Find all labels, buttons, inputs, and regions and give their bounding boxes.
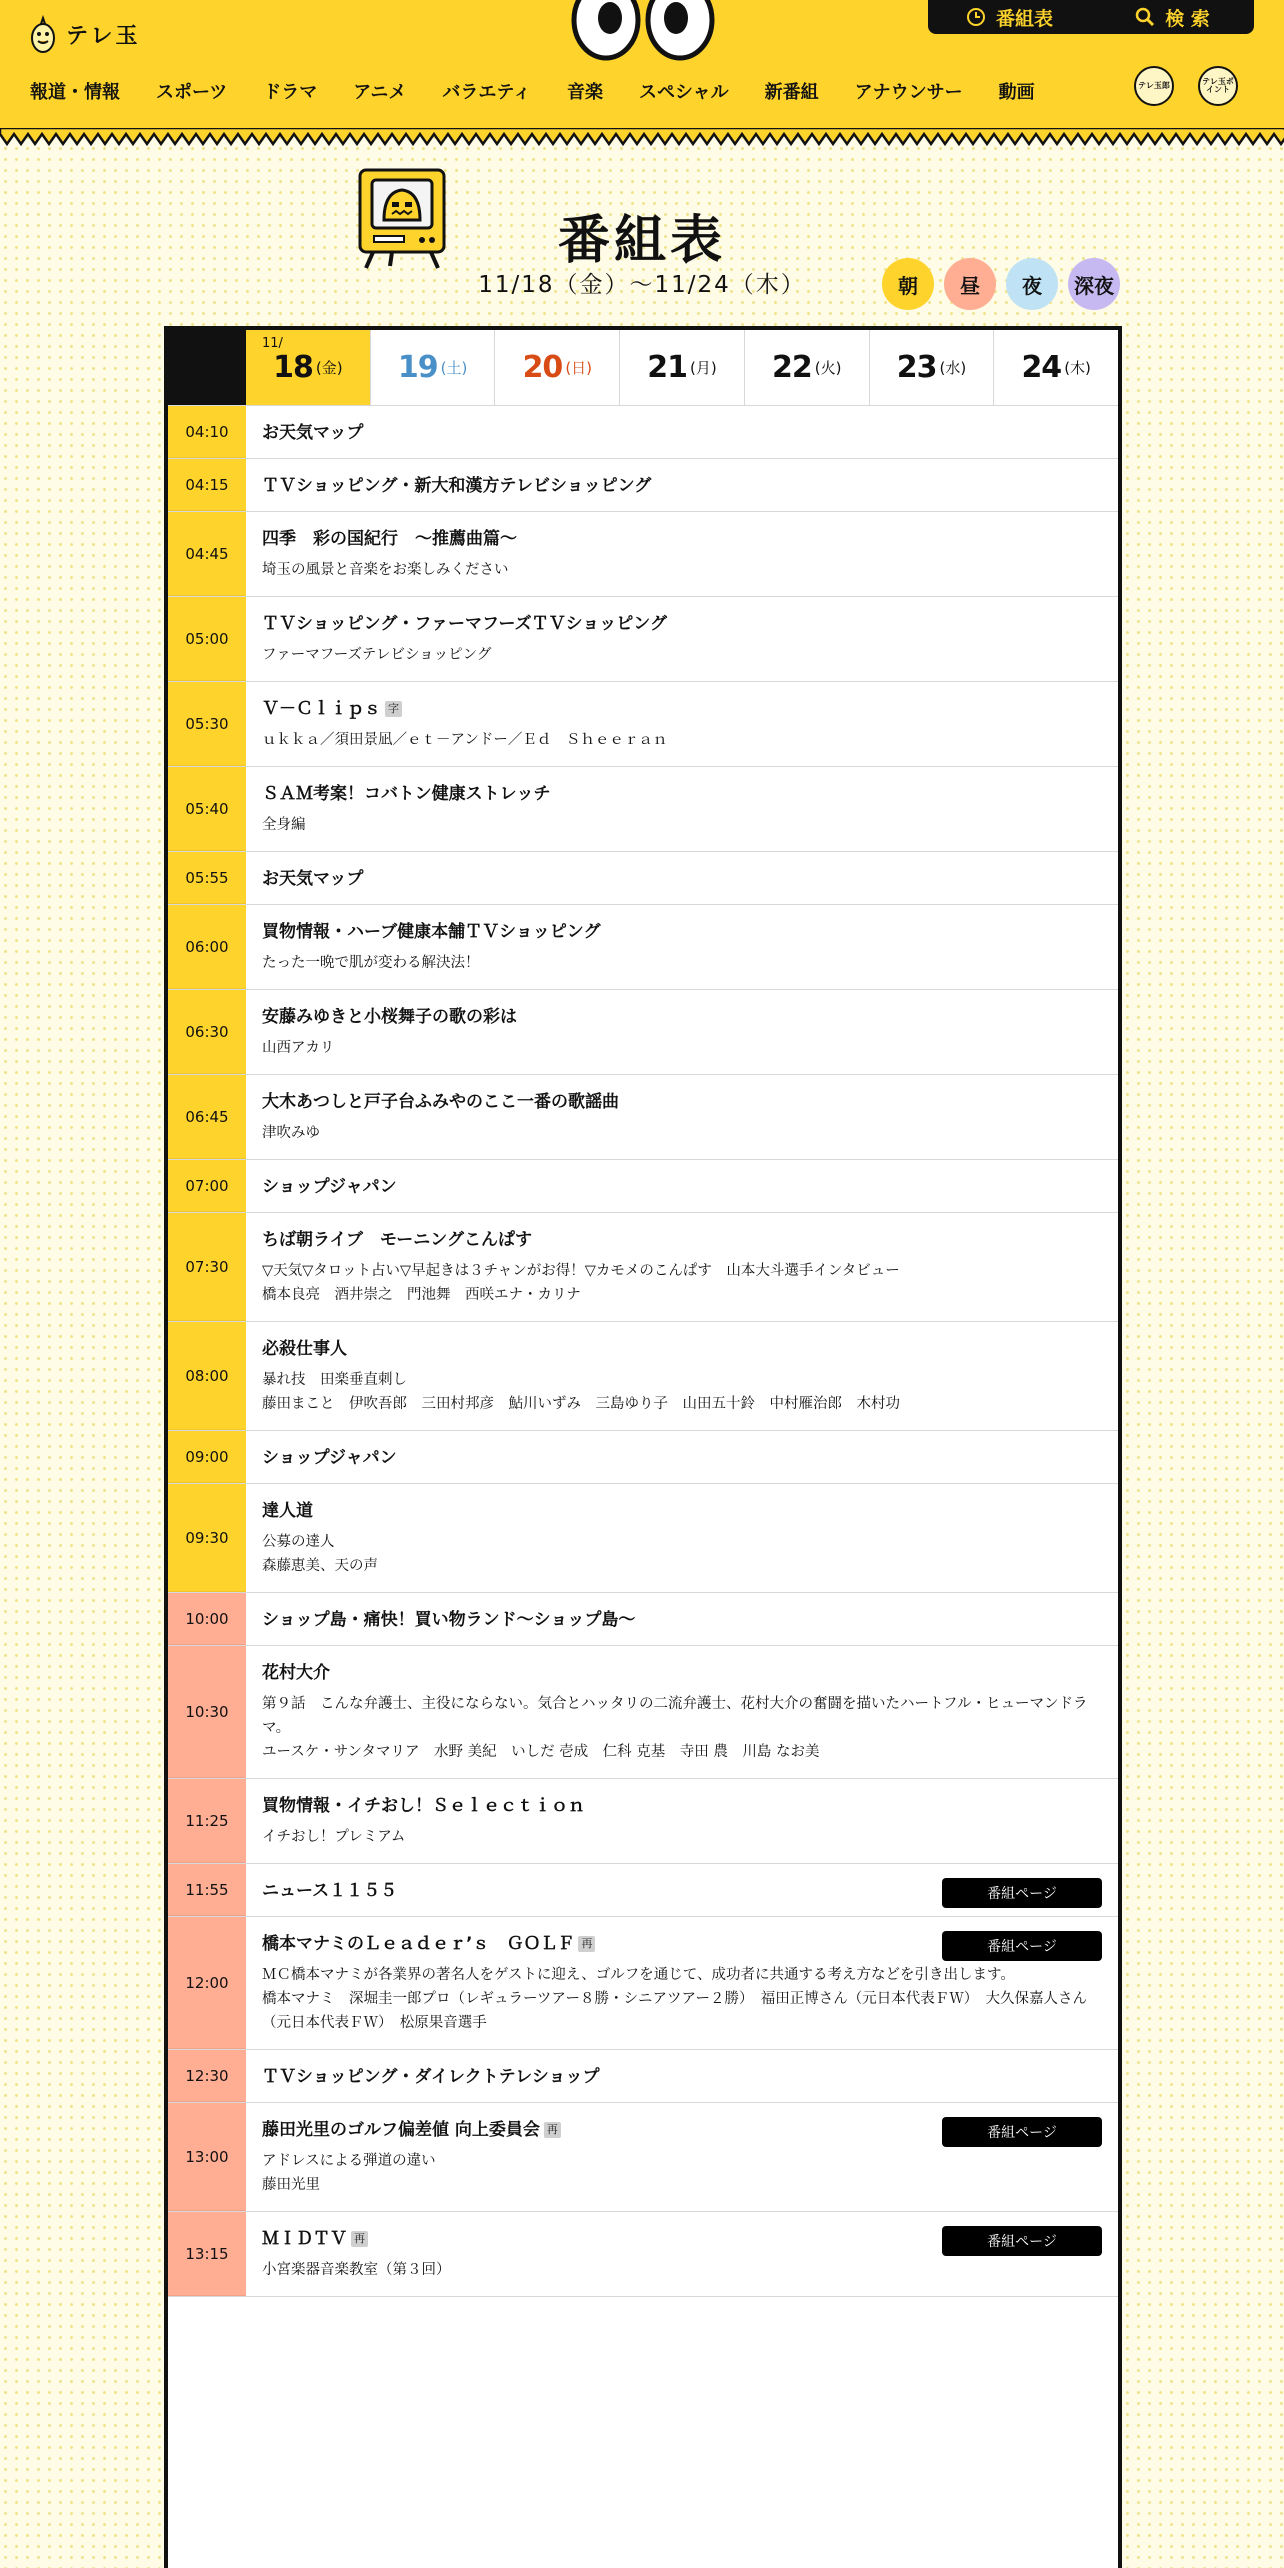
program-list	[168, 406, 1118, 2297]
clock-icon	[966, 7, 986, 27]
day-of-week: (土)	[440, 359, 468, 377]
program-row[interactable]	[168, 1484, 1118, 1593]
program-row[interactable]	[168, 1779, 1118, 1864]
day-number: 22	[772, 350, 812, 385]
logo-text: テレ玉	[66, 23, 141, 49]
program-page-button[interactable]: 番組ページ	[942, 1931, 1102, 1961]
day-tab[interactable]	[246, 330, 370, 405]
program-row[interactable]	[168, 1075, 1118, 1160]
day-tab[interactable]	[619, 330, 744, 405]
day-number: 20	[522, 350, 563, 385]
program-time: 10:30	[168, 1646, 246, 1778]
program-cast: 藤田光里	[262, 2177, 320, 2193]
program-title-line	[262, 783, 1102, 805]
program-row[interactable]	[168, 682, 1118, 767]
schedule-link-label: 番組表	[995, 7, 1053, 30]
time-of-day-filter	[882, 258, 1120, 310]
program-time: 06:45	[168, 1075, 246, 1159]
program-info	[246, 852, 1118, 904]
program-title-line	[262, 1447, 1102, 1469]
program-title-line	[262, 698, 1102, 720]
program-info	[246, 2212, 1118, 2296]
program-title[interactable]: ショップジャパン	[262, 1177, 397, 1197]
program-time: 04:10	[168, 406, 246, 458]
program-info	[246, 905, 1118, 989]
program-row[interactable]	[168, 406, 1118, 459]
day-tab[interactable]	[744, 330, 869, 405]
program-title[interactable]: ＴＶショッピング・新大和漢方テレビショッピング	[262, 476, 652, 496]
program-title[interactable]: 安藤みゆきと小桜舞子の歌の彩は	[262, 1007, 517, 1027]
program-title[interactable]: ちば朝ライブ モーニングこんぱす	[262, 1230, 532, 1250]
program-page-button[interactable]: 番組ページ	[942, 2117, 1102, 2147]
header-zigzag-edge	[0, 128, 1284, 150]
program-time: 08:00	[168, 1322, 246, 1430]
teletama-character-badge[interactable]: テレ玉郎	[1134, 66, 1174, 106]
program-description: たった一晩で肌が変わる解決法！	[262, 955, 480, 971]
day-number: 23	[896, 350, 937, 385]
program-cast: 橋本良亮 酒井崇之 門池舞 西咲エナ・カリナ	[262, 1287, 581, 1303]
program-title[interactable]: 大木あつしと戸子台ふみやのここ一番の歌謡曲	[262, 1092, 619, 1112]
pill-late-night[interactable]: 深夜	[1068, 258, 1120, 310]
program-time: 10:00	[168, 1593, 246, 1645]
program-description: ｕｋｋａ／須田景凪／ｅｔ－アンドー／Ｅｄ Ｓｈｅｅｒａｎ	[262, 732, 668, 748]
program-title-line	[262, 1500, 1102, 1522]
site-header	[0, 0, 1284, 132]
nav-badges	[1134, 66, 1238, 106]
program-row[interactable]	[168, 597, 1118, 682]
nav-variety[interactable]: バラエティ	[442, 82, 531, 103]
program-cast: 藤田まこと 伊吹吾郎 三田村邦彦 鮎川いずみ 三島ゆり子 山田五十鈴 中村雁治郎 木村功	[262, 1396, 900, 1412]
pill-daytime[interactable]: 昼	[944, 258, 996, 310]
mascot-eyes-icon	[568, 0, 718, 62]
day-tabs	[168, 330, 1118, 406]
program-title[interactable]: ショップジャパン	[262, 1448, 397, 1468]
program-row[interactable]	[168, 1322, 1118, 1431]
day-tab[interactable]	[370, 330, 495, 405]
nav-anime[interactable]: アニメ	[353, 82, 407, 103]
program-info	[246, 1075, 1118, 1159]
program-description: ▽天気▽タロット占い▽早起きは３チャンがお得！▽カモメのこんぱす 山本大斗選手インタビュー	[262, 1263, 900, 1279]
program-title-line	[262, 1338, 1102, 1360]
program-time: 06:30	[168, 990, 246, 1074]
pill-night[interactable]: 夜	[1006, 258, 1058, 310]
rerun-tag: 再	[351, 2231, 368, 2247]
program-info	[246, 597, 1118, 681]
schedule-table	[164, 326, 1122, 2568]
day-tab[interactable]	[494, 330, 619, 405]
program-info	[246, 1484, 1118, 1592]
program-info	[246, 1160, 1118, 1212]
day-of-week: (月)	[690, 359, 717, 377]
program-title[interactable]: ショップ島・痛快！買い物ランド～ショップ島～	[262, 1610, 636, 1630]
day-of-week: (日)	[565, 359, 593, 377]
program-cast: 橋本マナミ 深堀圭一郎プロ（レギュラーツアー８勝・シニアツアー２勝） 福田正博さん（元日本代表ＦＷ） 大久保嘉人さん（元日本代表ＦＷ） 松原果音選手	[262, 1991, 1088, 2031]
program-row[interactable]	[168, 2212, 1118, 2297]
nav-sports[interactable]: スポーツ	[156, 82, 228, 103]
program-page-button[interactable]: 番組ページ	[942, 1878, 1102, 1908]
schedule-link[interactable]	[928, 0, 1091, 34]
program-title[interactable]: 花村大介	[262, 1663, 330, 1683]
program-row[interactable]	[168, 990, 1118, 1075]
program-info	[246, 1917, 1118, 2049]
program-row[interactable]	[168, 905, 1118, 990]
program-title[interactable]: Ｖ－Ｃｌｉｐｓ	[262, 699, 381, 719]
pill-morning[interactable]: 朝	[882, 258, 934, 310]
search-link-label: 検 索	[1165, 7, 1210, 30]
day-tabs-corner	[168, 330, 246, 405]
program-time: 04:45	[168, 512, 246, 596]
program-time: 05:55	[168, 852, 246, 904]
program-time: 04:15	[168, 459, 246, 511]
program-row[interactable]	[168, 1431, 1118, 1484]
day-of-week: (火)	[814, 359, 842, 377]
program-time: 05:40	[168, 767, 246, 851]
program-title-line	[262, 921, 1102, 943]
program-row[interactable]	[168, 1646, 1118, 1779]
program-cast: 森藤恵美、天の声	[262, 1558, 378, 1574]
day-number: 24	[1021, 350, 1062, 385]
program-title-line	[262, 475, 1102, 497]
program-time: 12:30	[168, 2050, 246, 2102]
program-description: 第９話 こんな弁護士、主役にならない。気合とハッタリの二流弁護士、花村大介の奮闘を描いたハートフル・ヒューマンドラマ。	[262, 1696, 1088, 1736]
program-title[interactable]: ＴＶショッピング・ファーマフーズＴＶショッピング	[262, 614, 667, 634]
nav-drama[interactable]: ドラマ	[263, 82, 318, 103]
program-info	[246, 1213, 1118, 1321]
program-title[interactable]: ＴＶショッピング・ダイレクトテレショップ	[262, 2067, 600, 2087]
program-description: 暴れ技 田楽垂直刺し	[262, 1372, 407, 1388]
program-description: イチおし！プレミアム	[262, 1829, 406, 1845]
program-title-line	[262, 528, 1102, 550]
program-title[interactable]: ＭＩＤＴＶ	[262, 2229, 347, 2249]
program-title[interactable]: 橋本マナミのＬｅａｄｅｒ’ｓ ＧＯＬＦ	[262, 1934, 575, 1954]
nav-music[interactable]: 音楽	[566, 82, 603, 103]
program-title-line	[262, 1662, 1102, 1684]
program-time: 09:30	[168, 1484, 246, 1592]
program-title-line	[262, 422, 1102, 444]
program-title[interactable]: 買物情報・ハーブ健康本舗ＴＶショッピング	[262, 922, 601, 942]
program-time: 07:30	[168, 1213, 246, 1321]
day-tab[interactable]	[869, 330, 994, 405]
program-info	[246, 990, 1118, 1074]
program-title[interactable]: 四季 彩の国紀行 ～推薦曲篇～	[262, 529, 517, 549]
program-row[interactable]	[168, 512, 1118, 597]
program-title[interactable]: 達人道	[262, 1501, 313, 1521]
program-row[interactable]	[168, 767, 1118, 852]
program-title-line	[262, 2066, 1102, 2088]
chick-mascot-icon	[28, 14, 58, 54]
program-description: 小宮楽器音楽教室（第３回）	[262, 2262, 451, 2278]
program-description: 埼玉の風景と音楽をお楽しみください	[262, 562, 509, 578]
day-number: 19	[397, 350, 438, 385]
program-title-line	[262, 1006, 1102, 1028]
program-page-button[interactable]: 番組ページ	[942, 2226, 1102, 2256]
program-description: アドレスによる弾道の違い	[262, 2153, 436, 2169]
nav-news[interactable]: 報道・情報	[30, 82, 120, 103]
program-info	[246, 1322, 1118, 1430]
search-link[interactable]	[1091, 0, 1254, 34]
program-info	[246, 459, 1118, 511]
day-number: 21	[647, 350, 688, 385]
program-time: 11:25	[168, 1779, 246, 1863]
program-title-line	[262, 1176, 1102, 1198]
program-time: 05:30	[168, 682, 246, 766]
program-time: 12:00	[168, 1917, 246, 2049]
program-time: 09:00	[168, 1431, 246, 1483]
program-row[interactable]	[168, 1213, 1118, 1322]
program-title[interactable]: ＳＡＭ考案！コバトン健康ストレッチ	[262, 784, 551, 804]
program-title[interactable]: ニュース１１５５	[262, 1881, 398, 1901]
program-title[interactable]: 藤田光里のゴルフ偏差値 向上委員会	[262, 2120, 540, 2140]
main-nav	[30, 78, 1071, 104]
program-row[interactable]	[168, 1593, 1118, 1646]
program-info	[246, 1864, 1118, 1916]
program-title-line	[262, 613, 1102, 635]
program-row[interactable]	[168, 459, 1118, 512]
program-title-line	[262, 1091, 1102, 1113]
program-row[interactable]	[168, 1917, 1118, 2050]
program-title[interactable]: 買物情報・イチおし！Ｓｅｌｅｃｔｉｏｎ	[262, 1796, 585, 1816]
program-info	[246, 1593, 1118, 1645]
caption-tag: 字	[385, 701, 402, 717]
program-description: 津吹みゆ	[262, 1125, 320, 1141]
program-row[interactable]	[168, 1864, 1118, 1917]
day-of-week: (木)	[1064, 359, 1091, 377]
nav-special[interactable]: スペシャル	[638, 82, 729, 103]
program-info	[246, 1779, 1118, 1863]
program-title-line	[262, 868, 1102, 890]
day-of-week: (金)	[315, 359, 343, 377]
program-title-line	[262, 1609, 1102, 1631]
program-info	[246, 2103, 1118, 2211]
program-info	[246, 682, 1118, 766]
program-title[interactable]: お天気マップ	[262, 423, 364, 443]
rerun-tag: 再	[578, 1936, 595, 1952]
program-time: 13:00	[168, 2103, 246, 2211]
program-info	[246, 767, 1118, 851]
program-description: 山西アカリ	[262, 1040, 335, 1056]
program-time: 06:00	[168, 905, 246, 989]
day-of-week: (水)	[939, 359, 967, 377]
program-time: 11:55	[168, 1864, 246, 1916]
program-time: 07:00	[168, 1160, 246, 1212]
program-row[interactable]	[168, 2103, 1118, 2212]
program-info	[246, 406, 1118, 458]
day-number: 18	[273, 350, 313, 385]
program-description: 公募の達人	[262, 1534, 335, 1550]
program-description: ファーマフーズテレビショッピング	[262, 647, 492, 663]
page-title: 番組表	[557, 211, 726, 271]
program-title-line	[262, 1229, 1102, 1251]
program-time: 13:15	[168, 2212, 246, 2296]
day-tab[interactable]	[993, 330, 1118, 405]
program-info	[246, 1431, 1118, 1483]
program-info	[246, 512, 1118, 596]
program-row[interactable]	[168, 2050, 1118, 2103]
teletama-point-badge[interactable]: テレ玉ポイント	[1198, 66, 1238, 106]
search-icon	[1135, 7, 1155, 27]
day-month: 11/	[262, 336, 283, 351]
program-row[interactable]	[168, 1160, 1118, 1213]
program-title[interactable]: 必殺仕事人	[262, 1339, 347, 1359]
program-description: 全身編	[262, 817, 306, 833]
program-time: 05:00	[168, 597, 246, 681]
program-info	[246, 1646, 1118, 1778]
top-utility-bar	[928, 0, 1254, 34]
nav-announcers[interactable]: アナウンサー	[854, 82, 963, 103]
nav-videos[interactable]: 動画	[998, 82, 1035, 103]
site-logo[interactable]	[28, 14, 141, 54]
program-title-line	[262, 1795, 1102, 1817]
program-description: ＭＣ橋本マナミが各業界の著名人をゲストに迎え、ゴルフを通じて、成功者に共通する考え方などを引き出します。	[262, 1967, 1015, 1983]
program-info	[246, 2050, 1118, 2102]
program-row[interactable]	[168, 852, 1118, 905]
nav-new-programs[interactable]: 新番組	[764, 82, 819, 103]
program-title[interactable]: お天気マップ	[262, 869, 364, 889]
program-cast: ユースケ・サンタマリア 水野 美紀 いしだ 壱成 仁科 克基 寺田 農 川島 なお美	[262, 1744, 820, 1760]
rerun-tag: 再	[544, 2122, 561, 2138]
date-range: 11/18（金）〜11/24（木）	[478, 272, 806, 298]
